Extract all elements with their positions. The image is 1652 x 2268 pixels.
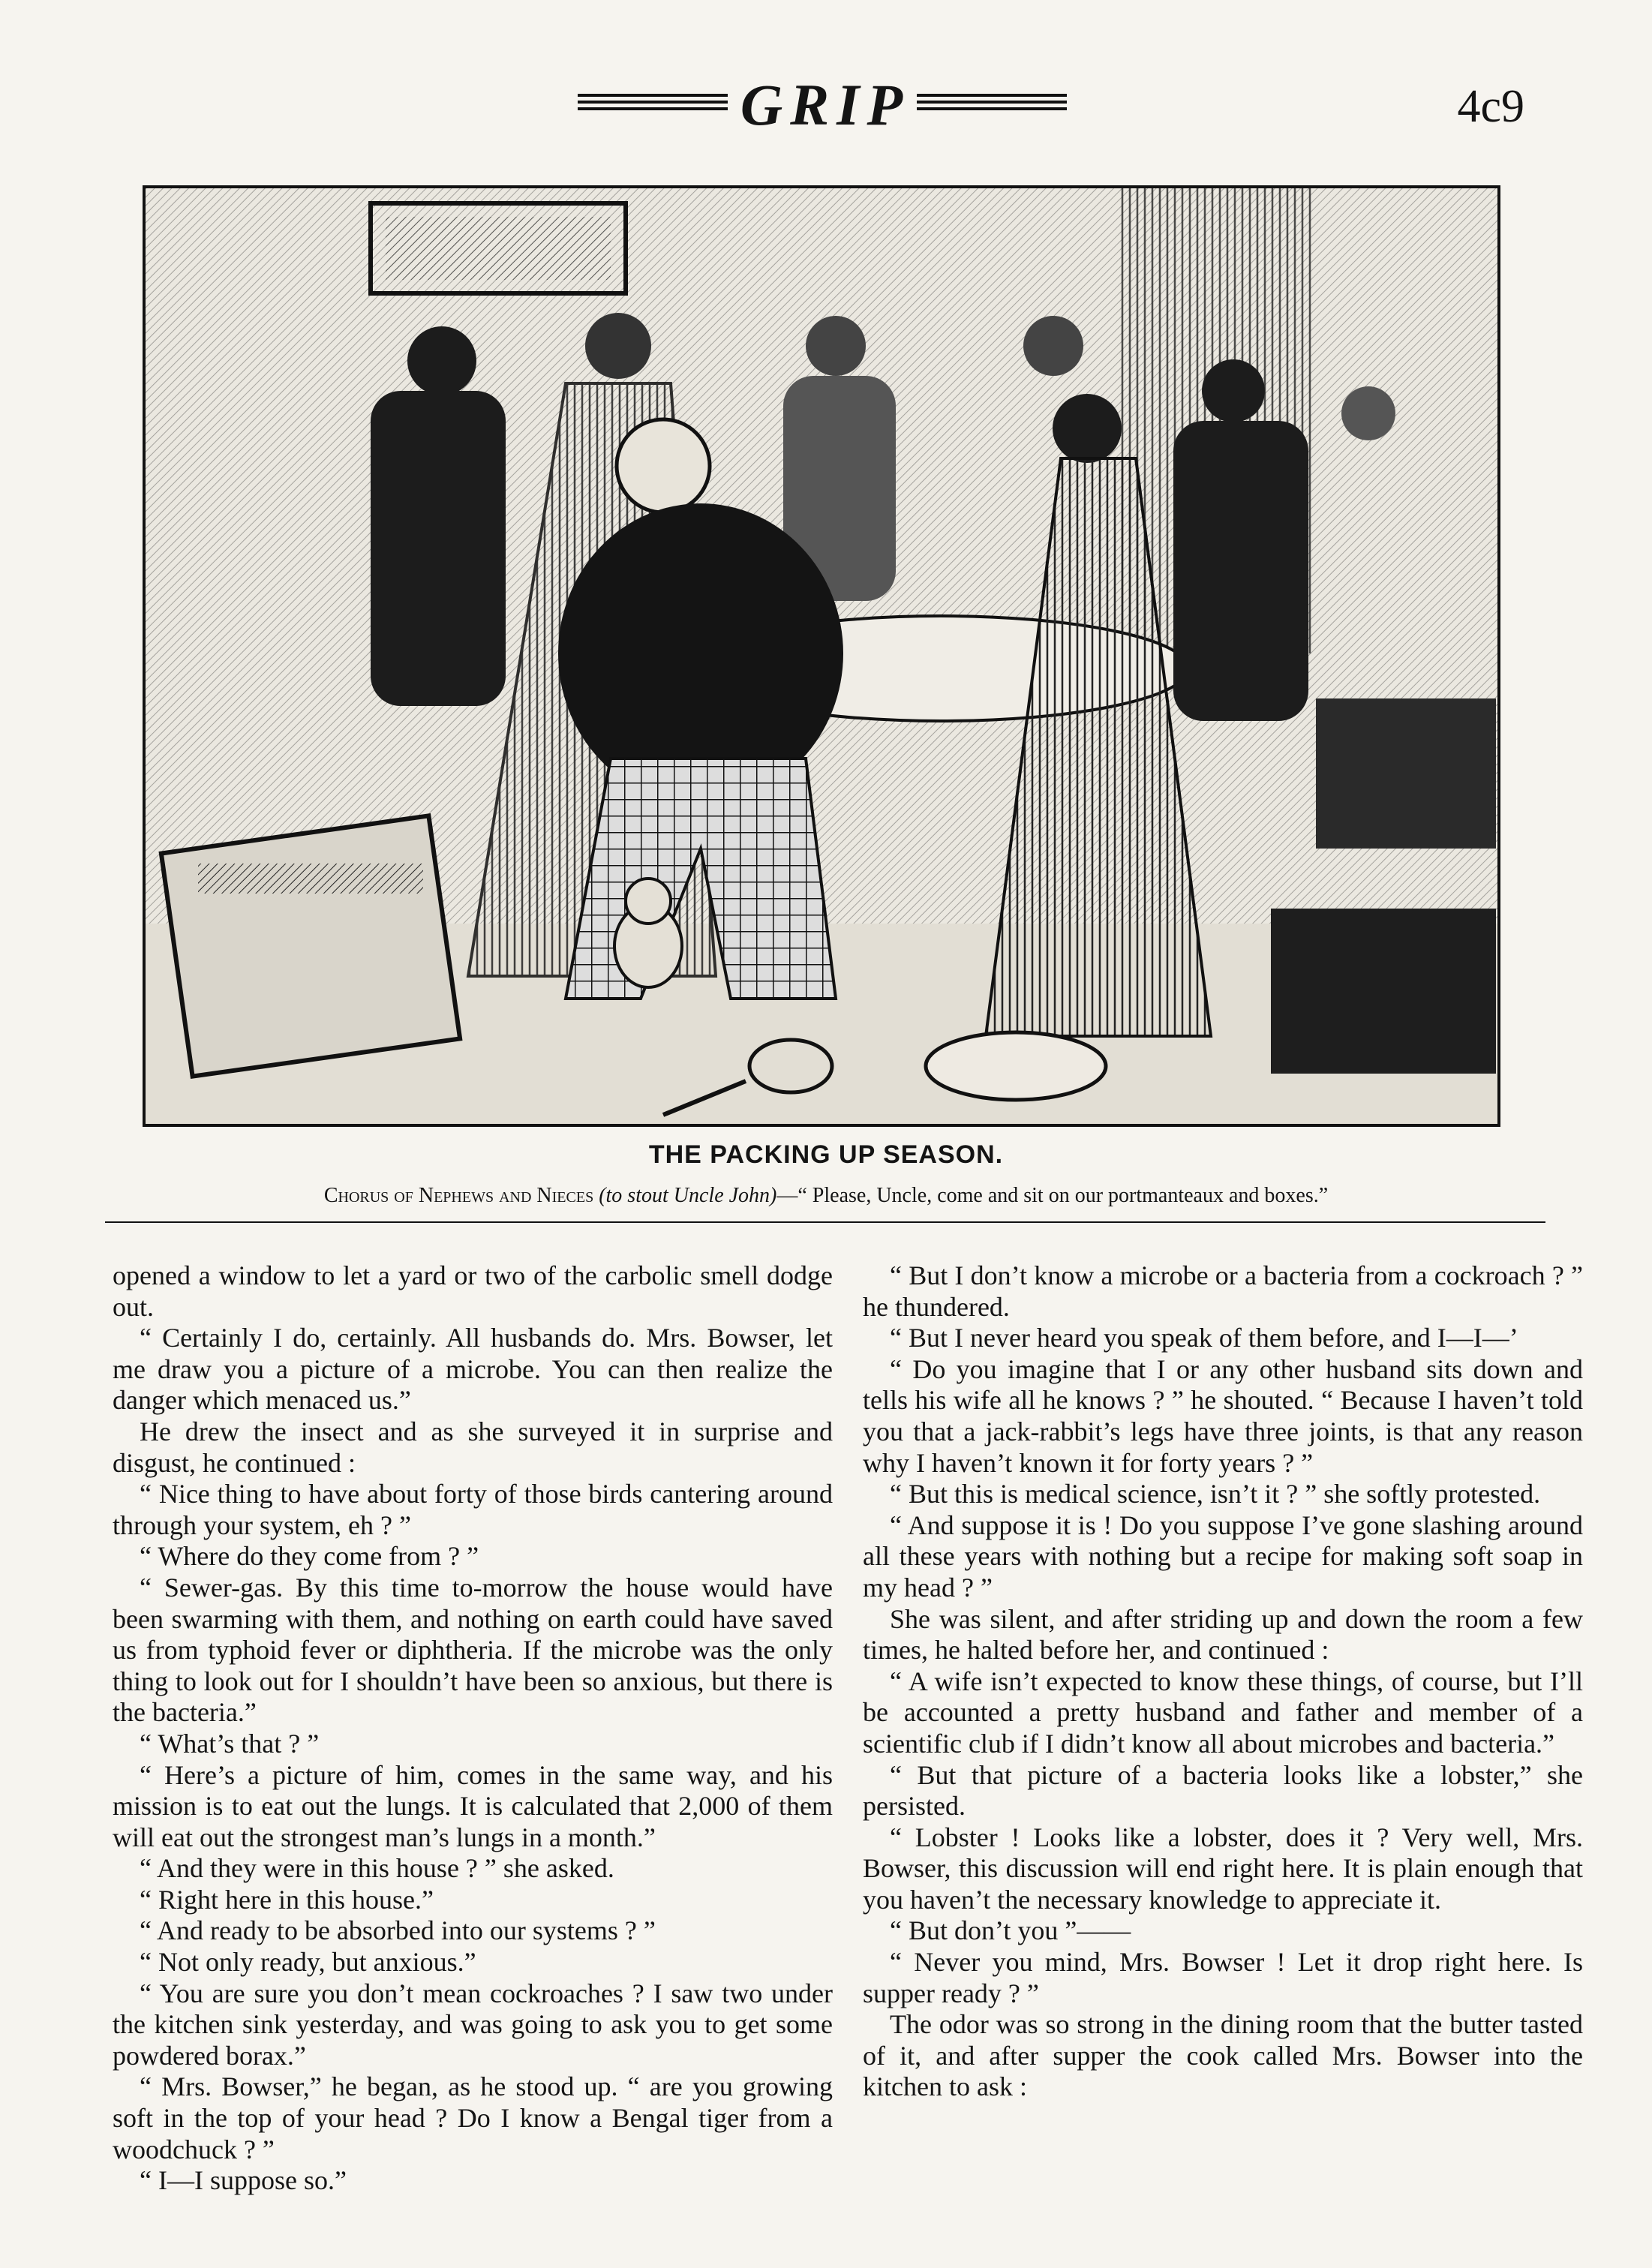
paragraph: “ What’s that ? ”	[140, 1728, 320, 1759]
engraving-illustration	[143, 185, 1500, 1127]
caption-stage-direction: (to stout Uncle John)	[599, 1184, 777, 1207]
illustration-caption	[0, 1184, 1652, 1208]
paragraph: She was silent, and after striding up and down the room a few times, he halted before her, and continued :	[863, 1603, 1583, 1666]
article-right-column	[863, 1260, 1583, 2103]
caption-speaker: Chorus of Nephews and Nieces	[323, 1184, 594, 1207]
paragraph: “ And they were in this house ? ” she asked.	[140, 1853, 614, 1884]
paragraph: He drew the insect and as she surveyed it in surprise and disgust, he continued :	[113, 1416, 833, 1478]
paragraph: “ Right here in this house.”	[140, 1884, 434, 1915]
article-left-column	[113, 1260, 833, 2197]
masthead-title: GRIP	[740, 72, 911, 137]
paragraph: “ Never you mind, Mrs. Bowser ! Let it drop right here. Is supper ready ? ”	[863, 1947, 1583, 2008]
paragraph: “ But this is medical science, isn’t it ? ” she softly protested.	[890, 1479, 1541, 1509]
caption-divider	[105, 1221, 1545, 1223]
paragraph: “ Do you imagine that I or any other husband sits down and tells his wife all he knows ? ” he shouted. “ Because I haven’t told you that a jack-rabbit’s legs have three joints, is that any reason why I haven’t known it for forty years ? ”	[863, 1353, 1583, 1478]
paragraph: “ Not only ready, but anxious.”	[140, 1947, 476, 1978]
paragraph: “ And ready to be absorbed into our systems ? ”	[140, 1915, 656, 1946]
masthead-rule-right	[917, 94, 1067, 116]
masthead-rule-left	[578, 94, 728, 116]
engraving-drawing	[146, 188, 1497, 1124]
paragraph: “ A wife isn’t expected to know these things, of course, but I’ll be accounted a pretty husband and father and member of a scientific club if I didn’t know all about microbes and bacteria.”	[863, 1666, 1583, 1759]
paragraph: “ But don’t you ”——	[890, 1915, 1131, 1946]
paragraph: “ Where do they come from ? ”	[140, 1541, 479, 1572]
paragraph: “ Mrs. Bowser,” he began, as he stood up. “ are you growing soft in the top of your head ? Do I know a Bengal tiger from a woodchuck ? ”	[113, 2071, 833, 2164]
paragraph: “ But I never heard you speak of them before, and I—I—’	[890, 1323, 1518, 1353]
paragraph: “ Nice thing to have about forty of those birds cantering around through your system, eh ? ”	[113, 1479, 833, 1540]
page-number: 4c9	[1457, 81, 1524, 132]
paragraph: “ I—I suppose so.”	[140, 2165, 347, 2196]
paragraph: “ Sewer-gas. By this time to-morrow the house would have been swarming with them, and nothing on earth could have saved us from typhoid fever or diphtheria. If the microbe was the only thing to look out for I shouldn’t have been so anxious, but there is the bacteria.”	[113, 1572, 833, 1728]
caption-quote: “ Please, Uncle, come and sit on our portmanteaux and boxes.”	[797, 1184, 1329, 1207]
paragraph: “ But I don’t know a microbe or a bacteria from a cockroach ? ” he thundered.	[863, 1260, 1583, 1322]
paragraph: “ But that picture of a bacteria looks like a lobster,” she persisted.	[863, 1759, 1583, 1822]
masthead	[0, 71, 1652, 139]
illustration-caption-title: THE PACKING UP SEASON.	[648, 1140, 1004, 1169]
paragraph: opened a window to let a yard or two of the carbolic smell dodge out.	[113, 1260, 833, 1322]
caption-dash: —	[776, 1184, 798, 1207]
paragraph: “ Here’s a picture of him, comes in the same way, and his mission is to eat out the lungs. It is calculated that 2,000 of them will eat out the strongest man’s lungs in a month.”	[113, 1759, 833, 1852]
paragraph: “ Lobster ! Looks like a lobster, does it ? Very well, Mrs. Bowser, this discussion will end right here. It is plain enough that you haven’t the necessary knowledge to appreciate it.	[863, 1822, 1583, 1915]
paragraph: “ And suppose it is ! Do you suppose I’ve gone slashing around all these years with nothing but a recipe for making soft soap in my head ? ”	[863, 1509, 1583, 1603]
paragraph: “ Certainly I do, certainly. All husbands do. Mrs. Bowser, let me draw you a picture of a microbe. You can then realize the danger which menaced us.”	[113, 1323, 833, 1416]
paragraph: The odor was so strong in the dining room that the butter tasted of it, and after supper the cook called Mrs. Bowser into the kitchen to ask :	[863, 2009, 1583, 2102]
paragraph: “ You are sure you don’t mean cockroaches ? I saw two under the kitchen sink yesterday, and was going to ask you to get some powdered borax.”	[113, 1978, 833, 2071]
